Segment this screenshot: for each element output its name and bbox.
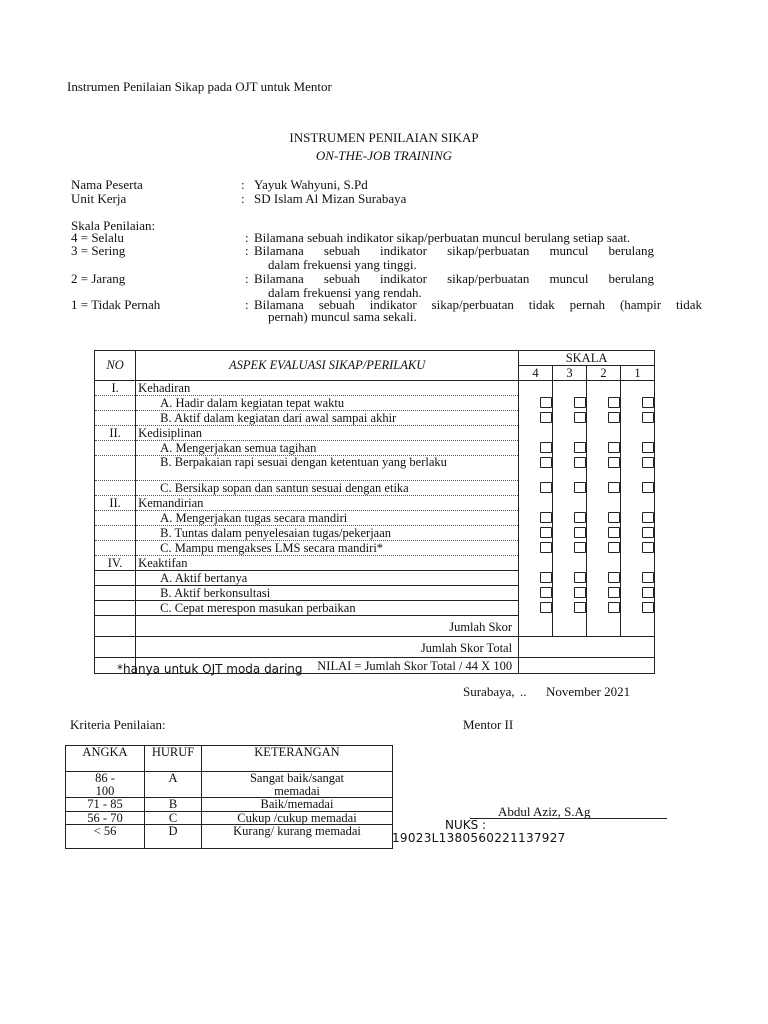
scale-desc: Bilamana sebuah indikator sikap/perbuatan muncul berulang [254, 271, 654, 286]
unit-kerja-label: Unit Kerja [71, 191, 127, 206]
nilai-label: NILAI = Jumlah Skor Total / 44 X 100 [136, 658, 519, 674]
signature-line [470, 818, 667, 819]
aspect-item: C. Cepat merespon masukan perbaikan [136, 601, 519, 616]
checkbox-4[interactable] [540, 397, 552, 408]
checkbox-2[interactable] [608, 412, 620, 423]
section-row [95, 426, 655, 441]
section-title: Kemandirian [136, 496, 519, 511]
checkbox-4[interactable] [540, 442, 552, 453]
jumlah-skor-label: Jumlah Skor [136, 616, 519, 637]
aspect-item: A. Mengerjakan tugas secara mandiri [136, 511, 519, 526]
table-row [95, 526, 655, 541]
checkbox-1[interactable] [642, 442, 654, 453]
scale-1-header: 1 [620, 366, 654, 381]
criteria-huruf: A [145, 772, 202, 798]
scale-code: 2 = Jarang [71, 271, 126, 286]
table-row [95, 541, 655, 556]
page-subtitle: ON-THE-JOB TRAINING [315, 148, 453, 163]
colon: : [241, 177, 245, 192]
checkbox-2[interactable] [608, 512, 620, 523]
colon: : [241, 191, 245, 206]
criteria-huruf: C [145, 811, 202, 825]
footnote: *hanya untuk OJT moda daring [117, 662, 303, 676]
date-dots: .. [520, 684, 527, 699]
checkbox-4[interactable] [540, 527, 552, 538]
checkbox-1[interactable] [642, 397, 654, 408]
scale-heading: Skala Penilaian: [71, 218, 156, 233]
total-row [95, 616, 655, 637]
checkbox-1[interactable] [642, 482, 654, 493]
criteria-keterangan: Cukup /cukup memadai [202, 811, 393, 825]
table-row [95, 586, 655, 601]
criteria-angka: 71 - 85 [66, 798, 145, 812]
total-row [95, 637, 655, 658]
checkbox-2[interactable] [608, 572, 620, 583]
table-row [66, 825, 393, 849]
criteria-angka: 86 - 100 [66, 772, 145, 798]
criteria-keterangan: Baik/memadai [202, 798, 393, 812]
page-title: INSTRUMEN PENILAIAN SIKAP [289, 130, 479, 145]
scale-desc-cont: dalam frekuensi yang rendah. [268, 285, 422, 300]
checkbox-4[interactable] [540, 602, 552, 613]
kriteria-heading: Kriteria Penilaian: [70, 717, 166, 732]
date-value: November 2021 [546, 684, 631, 699]
table-row [95, 511, 655, 526]
checkbox-1[interactable] [642, 527, 654, 538]
colon: : [245, 243, 249, 258]
criteria-header-huruf: HURUF [145, 746, 202, 772]
checkbox-4[interactable] [540, 512, 552, 523]
checkbox-4[interactable] [540, 542, 552, 553]
section-number: II. [95, 426, 136, 441]
checkbox-1[interactable] [642, 587, 654, 598]
checkbox-3[interactable] [574, 397, 586, 408]
criteria-angka: < 56 [66, 825, 145, 849]
section-number: IV. [95, 556, 136, 571]
checkbox-4[interactable] [540, 412, 552, 423]
checkbox-2[interactable] [608, 457, 620, 468]
checkbox-3[interactable] [574, 482, 586, 493]
checkbox-4[interactable] [540, 482, 552, 493]
checkbox-4[interactable] [540, 587, 552, 598]
col-no-header: NO [95, 351, 136, 381]
participant-name-value: Yayuk Wahyuni, S.Pd [254, 177, 368, 192]
scale-code: 4 = Selalu [71, 230, 124, 245]
checkbox-4[interactable] [540, 572, 552, 583]
section-row [95, 496, 655, 511]
checkbox-3[interactable] [574, 512, 586, 523]
criteria-keterangan: Sangat baik/sangat memadai [202, 772, 393, 798]
participant-name-label: Nama Peserta [71, 177, 143, 192]
checkbox-2[interactable] [608, 442, 620, 453]
checkbox-2[interactable] [608, 587, 620, 598]
place-label: Surabaya, [463, 684, 515, 699]
checkbox-1[interactable] [642, 572, 654, 583]
jumlah-skor-total-label: Jumlah Skor Total [136, 637, 519, 658]
checkbox-1[interactable] [642, 457, 654, 468]
scale-desc: Bilamana sebuah indikator sikap/perbuatan muncul berulang setiap saat. [254, 230, 631, 245]
checkbox-3[interactable] [574, 527, 586, 538]
aspect-item: A. Aktif bertanya [136, 571, 519, 586]
checkbox-2[interactable] [608, 602, 620, 613]
table-row [95, 411, 655, 426]
jumlah-skor-total-value [519, 637, 655, 658]
nuks-label: NUKS : [445, 818, 487, 832]
table-row [95, 481, 655, 496]
aspect-item: B. Berpakaian rapi sesuai dengan ketentuan yang berlaku [136, 456, 519, 481]
nuks-value: 19023L1380560221137927 [392, 831, 566, 845]
evaluation-table [94, 350, 655, 674]
section-title: Kehadiran [136, 381, 519, 396]
col-skala-header: SKALA [519, 351, 655, 366]
checkbox-3[interactable] [574, 457, 586, 468]
checkbox-3[interactable] [574, 442, 586, 453]
col-aspek-header: ASPEK EVALUASI SIKAP/PERILAKU [136, 351, 519, 381]
aspect-item: B. Tuntas dalam penyelesaian tugas/pekerjaan [136, 526, 519, 541]
aspect-item: B. Aktif berkonsultasi [136, 586, 519, 601]
checkbox-3[interactable] [574, 602, 586, 613]
aspect-item: A. Hadir dalam kegiatan tepat waktu [136, 396, 519, 411]
criteria-angka: 56 - 70 [66, 811, 145, 825]
colon: : [245, 271, 249, 286]
aspect-item: A. Mengerjakan semua tagihan [136, 441, 519, 456]
colon: : [245, 230, 249, 245]
table-row [95, 441, 655, 456]
table-row [95, 571, 655, 586]
mentor-name: Abdul Aziz, S.Ag [498, 804, 591, 819]
table-row [66, 772, 393, 798]
checkbox-3[interactable] [574, 412, 586, 423]
mentor-role: Mentor II [463, 717, 514, 732]
scale-desc-cont: pernah) muncul sama sekali. [268, 309, 417, 324]
criteria-keterangan: Kurang/ kurang memadai [202, 825, 393, 849]
scale-desc: Bilamana sebuah indikator sikap/perbuatan tidak pernah (hampir tidak [254, 297, 702, 312]
scale-3-header: 3 [553, 366, 587, 381]
scale-code: 3 = Sering [71, 243, 126, 258]
section-title: Kedisiplinan [136, 426, 519, 441]
colon: : [245, 297, 249, 312]
table-row [95, 456, 655, 481]
criteria-table [65, 745, 393, 849]
checkbox-3[interactable] [574, 542, 586, 553]
unit-kerja-value: SD Islam Al Mizan Surabaya [254, 191, 407, 206]
scale-desc-cont: dalam frekuensi yang tinggi. [268, 257, 417, 272]
checkbox-4[interactable] [540, 457, 552, 468]
aspect-item: C. Bersikap sopan dan santun sesuai dengan etika [136, 481, 519, 496]
criteria-huruf: B [145, 798, 202, 812]
section-title: Keaktifan [136, 556, 519, 571]
criteria-header-angka: ANGKA [66, 746, 145, 772]
checkbox-2[interactable] [608, 527, 620, 538]
table-row [66, 798, 393, 812]
table-row [95, 396, 655, 411]
checkbox-2[interactable] [608, 397, 620, 408]
criteria-header-keterangan: KETERANGAN [202, 746, 393, 772]
checkbox-1[interactable] [642, 542, 654, 553]
section-number: I. [95, 381, 136, 396]
checkbox-3[interactable] [574, 572, 586, 583]
section-row [95, 381, 655, 396]
criteria-huruf: D [145, 825, 202, 849]
checkbox-3[interactable] [574, 587, 586, 598]
nilai-value [519, 658, 655, 674]
aspect-item: C. Mampu mengakses LMS secara mandiri* [136, 541, 519, 556]
table-row [66, 811, 393, 825]
checkbox-1[interactable] [642, 412, 654, 423]
scale-code: 1 = Tidak Pernah [71, 297, 161, 312]
checkbox-1[interactable] [642, 512, 654, 523]
scale-desc: Bilamana sebuah indikator sikap/perbuatan muncul berulang [254, 243, 654, 258]
aspect-item: B. Aktif dalam kegiatan dari awal sampai akhir [136, 411, 519, 426]
document-caption: Instrumen Penilaian Sikap pada OJT untuk Mentor [67, 79, 332, 94]
scale-2-header: 2 [586, 366, 620, 381]
checkbox-1[interactable] [642, 602, 654, 613]
checkbox-2[interactable] [608, 542, 620, 553]
checkbox-2[interactable] [608, 482, 620, 493]
table-row [95, 601, 655, 616]
section-number: II. [95, 496, 136, 511]
section-row [95, 556, 655, 571]
scale-4-header: 4 [519, 366, 553, 381]
